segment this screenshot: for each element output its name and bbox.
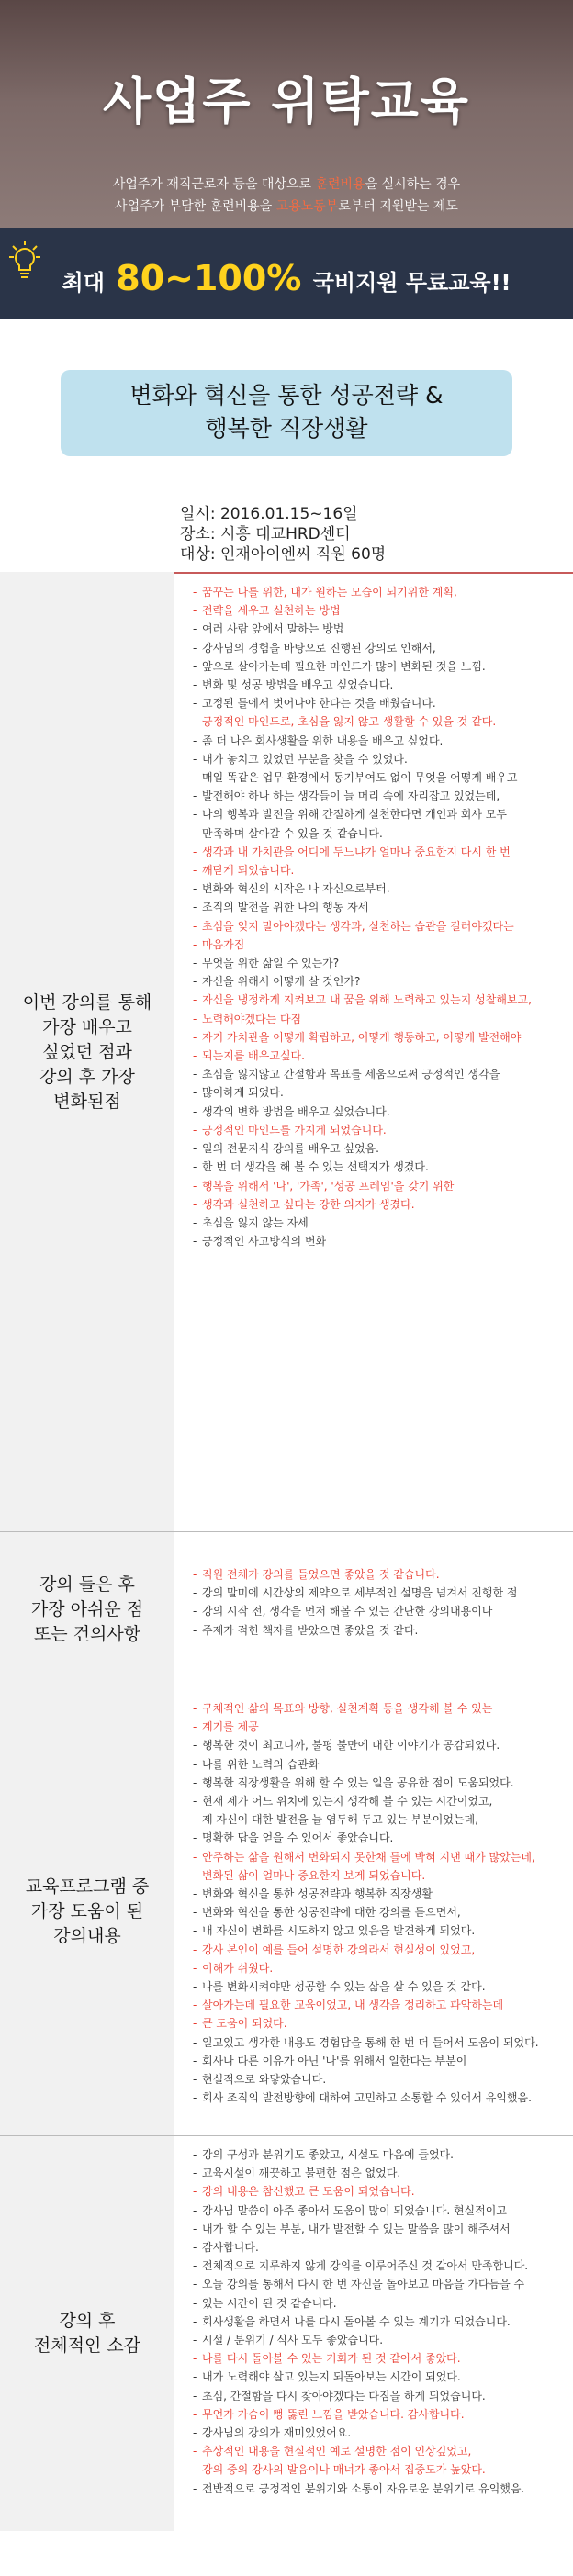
comment-item: - 나를 변화시켜야만 성공할 수 있는 삶을 살 수 있을 것 같다. — [193, 1977, 566, 1996]
comment-item: - 회사생활을 하면서 나를 다시 돌아볼 수 있는 계기가 되었습니다. — [193, 2313, 566, 2331]
section-label-line: 강의 들은 후 — [39, 1574, 135, 1595]
comment-item: - 전반적으로 긍정적인 분위기와 소통이 자유로운 분위기로 유익했음. — [193, 2480, 566, 2498]
section-label-line: 싶었던 점과 — [42, 1041, 132, 1062]
support-banner — [0, 228, 573, 319]
comment-item: - 초심을 잃지 않는 자세 — [193, 1214, 566, 1232]
section-label-line: 또는 건의사항 — [33, 1623, 141, 1644]
comment-item: - 나의 행복과 발전을 위해 간절하게 실천한다면 개인과 회사 모두 — [193, 805, 566, 823]
comment-item: - 긍정적인 마인드를 가지게 되었습니다. — [193, 1121, 566, 1139]
comment-item: - 강사님 말씀이 아주 좋아서 도움이 많이 되었습니다. 현실적이고 — [193, 2201, 566, 2220]
comment-item: - 되는지를 배우고싶다. — [193, 1047, 566, 1065]
comment-item: - 초심을 잊지 말아야겠다는 생각과, 실천하는 습관을 길러야겠다는 — [193, 917, 566, 935]
feedback-section-helpful — [0, 1686, 573, 2136]
banner-percentage: 80~100% — [116, 258, 302, 298]
section-label-line: 가장 배우고 — [42, 1016, 132, 1037]
comment-item: - 강의 중의 강사의 발음이나 매너가 좋아서 집중도가 높았다. — [193, 2460, 566, 2479]
comment-item: - 초심을 잃지않고 간절함과 목표를 세움으로써 긍정적인 생각을 — [193, 1065, 566, 1083]
course-info — [180, 504, 573, 565]
hero-desc-line-1 — [0, 174, 573, 196]
section-comments — [174, 572, 573, 1532]
comment-item: - 내가 놓치고 있었던 부분을 찾을 수 있었다. — [193, 750, 566, 768]
comment-item: - 무엇을 위한 삶일 수 있는가? — [193, 954, 566, 972]
course-title-box — [61, 370, 512, 456]
section-label — [0, 2136, 174, 2531]
comment-item: - 제 자신이 대한 발전을 늘 염두해 두고 있는 부분이었는데, — [193, 1810, 566, 1829]
comment-item: - 강사님의 강의가 재미있었어요. — [193, 2424, 566, 2442]
course-title-line-2: 행복한 직장생활 — [205, 415, 368, 442]
comment-item: - 시설 / 분위기 / 식사 모두 좋았습니다. — [193, 2331, 566, 2349]
section-comments — [174, 2136, 573, 2531]
comment-item: - 직원 전체가 강의를 들었으면 좋았을 것 같습니다. — [193, 1565, 566, 1584]
comment-item: - 자신을 위해서 어떻게 살 것인가? — [193, 972, 566, 991]
comment-item: - 변화와 혁신의 시작은 나 자신으로부터. — [193, 879, 566, 898]
comment-list — [193, 1565, 566, 1640]
hero-description — [0, 174, 573, 218]
comment-item: - 주제가 적힌 책자를 받았으면 좋았을 것 같다. — [193, 1621, 566, 1640]
comment-item: - 변화된 삶이 얼마나 중요한지 보게 되었습니다. — [193, 1866, 566, 1885]
section-label — [0, 572, 174, 1532]
comment-item: - 긍정적인 마인드로, 초심을 잃지 않고 생활할 수 있을 것 같다. — [193, 712, 566, 731]
comment-item: - 강사님의 경험을 바탕으로 진행된 강의로 인해서, — [193, 639, 566, 657]
comment-item: - 전략을 세우고 실천하는 방법 — [193, 601, 566, 620]
comment-item: - 나를 위한 노력의 습관화 — [193, 1755, 566, 1774]
section-label-line: 전체적인 소감 — [33, 2335, 141, 2356]
comment-item: - 초심, 간절함을 다시 찾아야겠다는 다짐을 하게 되었습니다. — [193, 2387, 566, 2405]
comment-item: - 내가 할 수 있는 부분, 내가 발전할 수 있는 말씀을 많이 해주셔서 — [193, 2220, 566, 2238]
comment-item: - 강의 구성과 분위기도 좋았고, 시설도 마음에 들었다. — [193, 2145, 566, 2164]
comment-item: - 발전해야 하나 하는 생각들이 늘 머리 속에 자리잡고 있었는데, — [193, 787, 566, 805]
comment-item: - 현실적으로 와닿았습니다. — [193, 2070, 566, 2089]
comment-item: - 큰 도움이 되었다. — [193, 2014, 566, 2033]
section-label-line: 강의 후 가장 — [39, 1066, 135, 1087]
section-label-line: 강의 후 — [59, 2311, 116, 2331]
feedback-section-learned — [0, 572, 573, 1532]
comment-list — [193, 1699, 566, 2107]
hero-desc-line-2 — [0, 196, 573, 218]
comment-item: - 긍정적인 사고방식의 변화 — [193, 1232, 566, 1250]
comment-item: - 생각의 변화 방법을 배우고 싶었습니다. — [193, 1103, 566, 1121]
comment-item: - 내가 노력해야 살고 있는지 되돌아보는 시간이 되었다. — [193, 2368, 566, 2386]
comment-item: - 행복을 위해서 '나', '가족', '성공 프레임'을 갖기 위한 — [193, 1177, 566, 1195]
comment-item: - 강사 본인이 예를 들어 설명한 강의라서 현실성이 있었고, — [193, 1941, 566, 1959]
section-label-line: 가장 도움이 된 — [30, 1900, 144, 1921]
comment-item: - 생각과 실천하고 싶다는 강한 의지가 생겼다. — [193, 1195, 566, 1214]
comment-item: - 계기를 제공 — [193, 1718, 566, 1736]
comment-item: - 교육시설이 깨끗하고 불편한 점은 없었다. — [193, 2164, 566, 2182]
comment-item: - 명확한 답을 얻을 수 있어서 좋았습니다. — [193, 1829, 566, 1847]
comment-item: - 일고있고 생각한 내용도 경험담을 통해 한 번 더 들어서 도움이 되었다. — [193, 2033, 566, 2052]
comment-item: - 살아가는데 필요한 교육이었고, 내 생각을 정리하고 파악하는데 — [193, 1996, 566, 2014]
comment-item: - 만족하며 살아갈 수 있을 것 같습니다. — [193, 824, 566, 843]
comment-item: - 오늘 강의를 통해서 다시 한 번 자신을 돌아보고 마음을 가다듬을 수 — [193, 2275, 566, 2293]
comment-item: - 한 번 더 생각을 해 볼 수 있는 선택지가 생겼다. — [193, 1158, 566, 1176]
hero-desc-text: 을 실시하는 경우 — [365, 177, 461, 192]
banner-text — [0, 249, 573, 298]
comment-item: - 매일 똑같은 업무 환경에서 동기부여도 없이 무엇을 어떻게 배우고 — [193, 768, 566, 787]
info-target: 대상: 인재아이엔씨 직원 60명 — [180, 545, 387, 564]
hero-desc-highlight: 훈련비용 — [315, 177, 365, 192]
section-label — [0, 1532, 174, 1686]
comment-item: - 행복한 직장생활을 위해 할 수 있는 일을 공유한 점이 도움되었다. — [193, 1774, 566, 1792]
section-label-line: 교육프로그램 중 — [25, 1876, 150, 1897]
feedback-section-overall — [0, 2136, 573, 2531]
comment-list — [193, 2145, 566, 2498]
comment-item: - 깨닫게 되었습니다. — [193, 861, 566, 879]
comment-item: - 꿈꾸는 나를 위한, 내가 원하는 모습이 되기위한 계획, — [193, 583, 566, 601]
comment-item: - 안주하는 삶을 원해서 변화되지 못한채 틀에 박혀 지낸 때가 많았는데, — [193, 1848, 566, 1866]
comment-item: - 무언가 가슴이 뻥 뚫린 느낌을 받았습니다. 감사합니다. — [193, 2405, 566, 2424]
comment-item: - 여러 사람 앞에서 말하는 방법 — [193, 620, 566, 638]
comment-item: - 이해가 쉬웠다. — [193, 1959, 566, 1977]
section-label-line: 이번 강의를 통해 — [22, 991, 152, 1013]
comment-item: - 많이하게 되었다. — [193, 1083, 566, 1102]
comment-item: - 변화 및 성공 방법을 배우고 싶었습니다. — [193, 676, 566, 694]
banner-prefix: 최대 — [62, 270, 105, 296]
comment-item: - 일의 전문지식 강의를 배우고 싶었음. — [193, 1139, 566, 1158]
banner-suffix: 국비지원 무료교육!! — [312, 270, 511, 296]
comment-item: - 내 자신이 변화를 시도하지 않고 있음을 발견하게 되었다. — [193, 1921, 566, 1940]
info-date: 일시: 2016.01.15~16일 — [180, 505, 358, 523]
hero-desc-text: 사업주가 재직근로자 등을 대상으로 — [112, 177, 316, 192]
comment-item: - 생각과 내 가치관을 어디에 두느냐가 얼마나 중요한지 다시 한 번 — [193, 843, 566, 861]
section-comments — [174, 1532, 573, 1686]
section-label-line: 가장 아쉬운 점 — [30, 1598, 144, 1619]
comment-item: - 앞으로 살아가는데 필요한 마인드가 많이 변화된 것을 느낌. — [193, 657, 566, 676]
comment-item: - 강의 말미에 시간상의 제약으로 세부적인 설명을 넘겨서 진행한 점 — [193, 1584, 566, 1602]
comment-item: - 자기 가치관을 어떻게 확립하고, 어떻게 행동하고, 어떻게 발전해야 — [193, 1028, 566, 1047]
comment-item: - 변화와 혁신을 통한 성공전략과 행복한 직장생활 — [193, 1885, 566, 1903]
comment-item: - 고정된 틀에서 벗어나야 한다는 것을 배웠습니다. — [193, 694, 566, 712]
hero-desc-text: 사업주가 부담한 훈련비용을 — [115, 199, 276, 214]
hero-title: 사업주 위탁교육 — [103, 73, 470, 130]
comment-item: - 마음가짐 — [193, 935, 566, 954]
section-label-line: 변화된점 — [53, 1091, 121, 1112]
lightbulb-icon — [9, 239, 40, 286]
comment-item: - 나를 다시 돌아볼 수 있는 기회가 된 것 같아서 좋았다. — [193, 2349, 566, 2368]
section-label-line: 강의내용 — [53, 1925, 121, 1946]
comment-item: - 회사 조직의 발전방향에 대하여 고민하고 소통할 수 있어서 유익했음. — [193, 2089, 566, 2107]
comment-item: - 좀 더 나은 회사생활을 위한 내용을 배우고 싶었다. — [193, 732, 566, 750]
feedback-section-suggestions — [0, 1532, 573, 1686]
section-comments — [174, 1686, 573, 2136]
hero-banner — [0, 0, 573, 228]
comment-item: - 구체적인 삶의 목표와 방향, 실천계획 등을 생각해 볼 수 있는 — [193, 1699, 566, 1718]
comment-item: - 전체적으로 지루하지 않게 강의를 이루어주신 것 같아서 만족합니다. — [193, 2257, 566, 2275]
comment-item: - 회사나 다른 이유가 아닌 '나'를 위해서 일한다는 부분이 — [193, 2052, 566, 2070]
comment-item: - 행복한 것이 최고니까, 불평 불만에 대한 이야기가 공감되었다. — [193, 1736, 566, 1754]
comment-item: - 자신을 냉정하게 지켜보고 내 꿈을 위해 노력하고 있는지 성찰해보고, — [193, 991, 566, 1009]
comment-item: - 강의 시작 전, 생각을 먼저 해볼 수 있는 간단한 강의내용이나 — [193, 1602, 566, 1620]
comment-item: - 추상적인 내용을 현실적인 예로 설명한 점이 인상깊었고, — [193, 2442, 566, 2460]
comment-item: - 변화와 혁신을 통한 성공전략에 대한 강의를 듣으면서, — [193, 1903, 566, 1921]
hero-desc-highlight: 고용노동부 — [275, 199, 339, 214]
comment-item: - 강의 내용은 참신했고 큰 도움이 되었습니다. — [193, 2182, 566, 2201]
course-title-line-1: 변화와 혁신을 통한 성공전략 & — [129, 382, 444, 409]
comment-item: - 있는 시간이 된 것 같습니다. — [193, 2294, 566, 2313]
hero-desc-text: 로부터 지원받는 제도 — [338, 199, 458, 214]
comment-item: - 조직의 발전을 위한 나의 행동 자세 — [193, 898, 566, 916]
comment-item: - 감사합니다. — [193, 2238, 566, 2257]
comment-list — [193, 583, 566, 1250]
section-label — [0, 1686, 174, 2136]
info-place: 장소: 시흥 대교HRD센터 — [180, 525, 351, 543]
comment-item: - 현재 제가 어느 위치에 있는지 생각해 볼 수 있는 시간이었고, — [193, 1792, 566, 1810]
comment-item: - 노력해야겠다는 다짐 — [193, 1010, 566, 1028]
